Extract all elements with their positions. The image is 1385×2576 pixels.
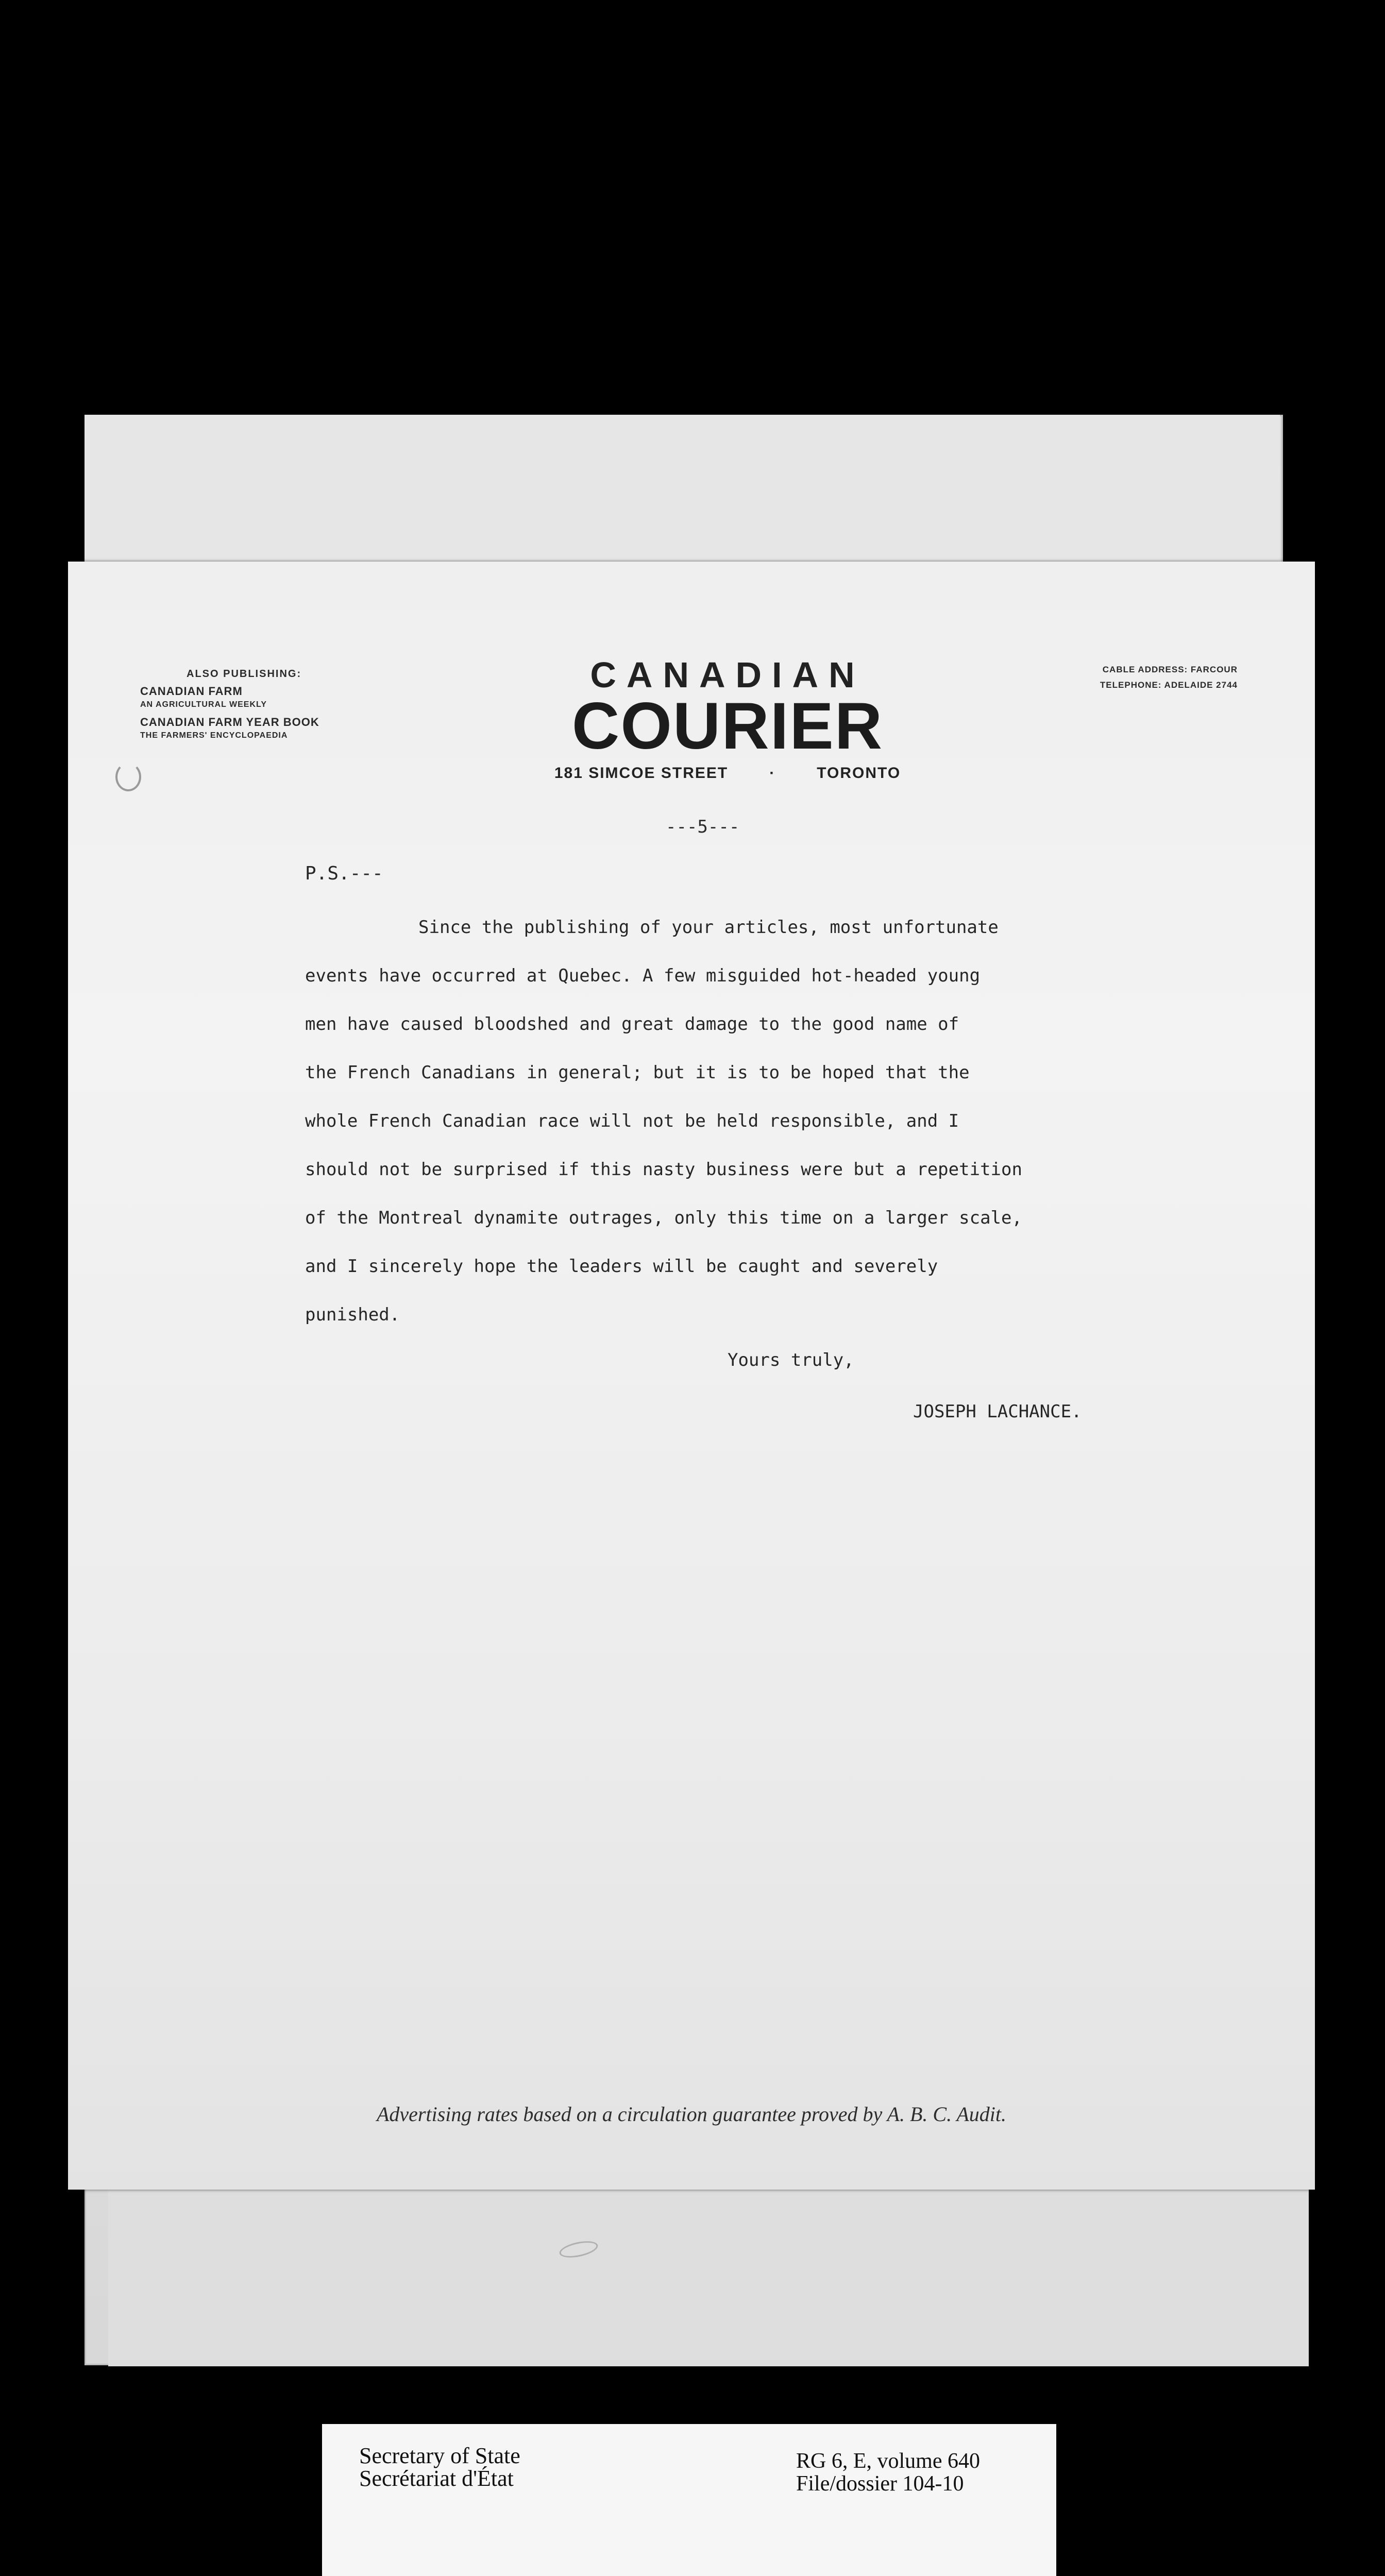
body-line: Since the publishing of your articles, most unfortunate bbox=[418, 917, 999, 938]
department-english: Secretary of State bbox=[359, 2443, 520, 2468]
archive-reference-card bbox=[322, 2424, 1056, 2576]
body-line: should not be surprised if this nasty business were but a repetition bbox=[305, 1159, 1022, 1180]
letter-body bbox=[305, 914, 1232, 1350]
masthead-city: TORONTO bbox=[817, 765, 901, 782]
signature: JOSEPH LACHANCE. bbox=[913, 1401, 1082, 1422]
publication-subtitle: THE FARMERS' ENCYCLOPAEDIA bbox=[140, 731, 288, 740]
publication-title: CANADIAN FARM YEAR BOOK bbox=[140, 716, 319, 728]
cable-address: CABLE ADDRESS: FARCOUR bbox=[1102, 665, 1238, 674]
department-french: Secrétariat d'État bbox=[359, 2466, 514, 2491]
body-line: whole French Canadian race will not be held responsible, and I bbox=[305, 1111, 959, 1131]
masthead-separator: · bbox=[769, 765, 776, 782]
reference-block bbox=[796, 2450, 980, 2495]
department-block bbox=[359, 2445, 520, 2490]
body-line: men have caused bloodshed and great damage to the good name of bbox=[305, 1014, 959, 1035]
body-line: and I sincerely hope the leaders will be caught and severely bbox=[305, 1256, 938, 1277]
letterhead-footer: Advertising rates based on a circulation guarantee proved by A. B. C. Audit. bbox=[376, 2103, 1007, 2126]
body-line: the French Canadians in general; but it is to be hoped that the bbox=[305, 1062, 970, 1083]
ps-label: P.S.--- bbox=[305, 863, 383, 884]
backing-top-strip bbox=[85, 415, 1280, 564]
masthead-street: 181 SIMCOE STREET bbox=[554, 765, 729, 782]
punch-hole-mark bbox=[115, 762, 141, 791]
body-line: punished. bbox=[305, 1304, 400, 1325]
body-line: of the Montreal dynamite outrages, only this time on a larger scale, bbox=[305, 1208, 1022, 1228]
masthead-line2: COURIER bbox=[571, 689, 884, 763]
file-reference: File/dossier 104-10 bbox=[796, 2472, 964, 2496]
publication-title: CANADIAN FARM bbox=[140, 685, 243, 698]
also-publishing-heading: ALSO PUBLISHING: bbox=[187, 668, 302, 680]
masthead-address bbox=[501, 765, 954, 782]
page-number: ---5--- bbox=[666, 817, 740, 837]
contact-block bbox=[1016, 662, 1238, 693]
letter-page bbox=[68, 562, 1315, 2190]
body-line: events have occurred at Quebec. A few misguided hot-headed young bbox=[305, 965, 981, 986]
telephone: TELEPHONE: ADELAIDE 2744 bbox=[1100, 680, 1238, 690]
masthead-line1: CANADIAN bbox=[590, 655, 865, 695]
closing: Yours truly, bbox=[728, 1350, 854, 1370]
backing-bottom-strip bbox=[108, 2179, 1309, 2366]
masthead bbox=[501, 654, 954, 782]
publication-subtitle: AN AGRICULTURAL WEEKLY bbox=[140, 700, 267, 709]
record-group-reference: RG 6, E, volume 640 bbox=[796, 2449, 980, 2473]
also-publishing bbox=[140, 667, 367, 742]
